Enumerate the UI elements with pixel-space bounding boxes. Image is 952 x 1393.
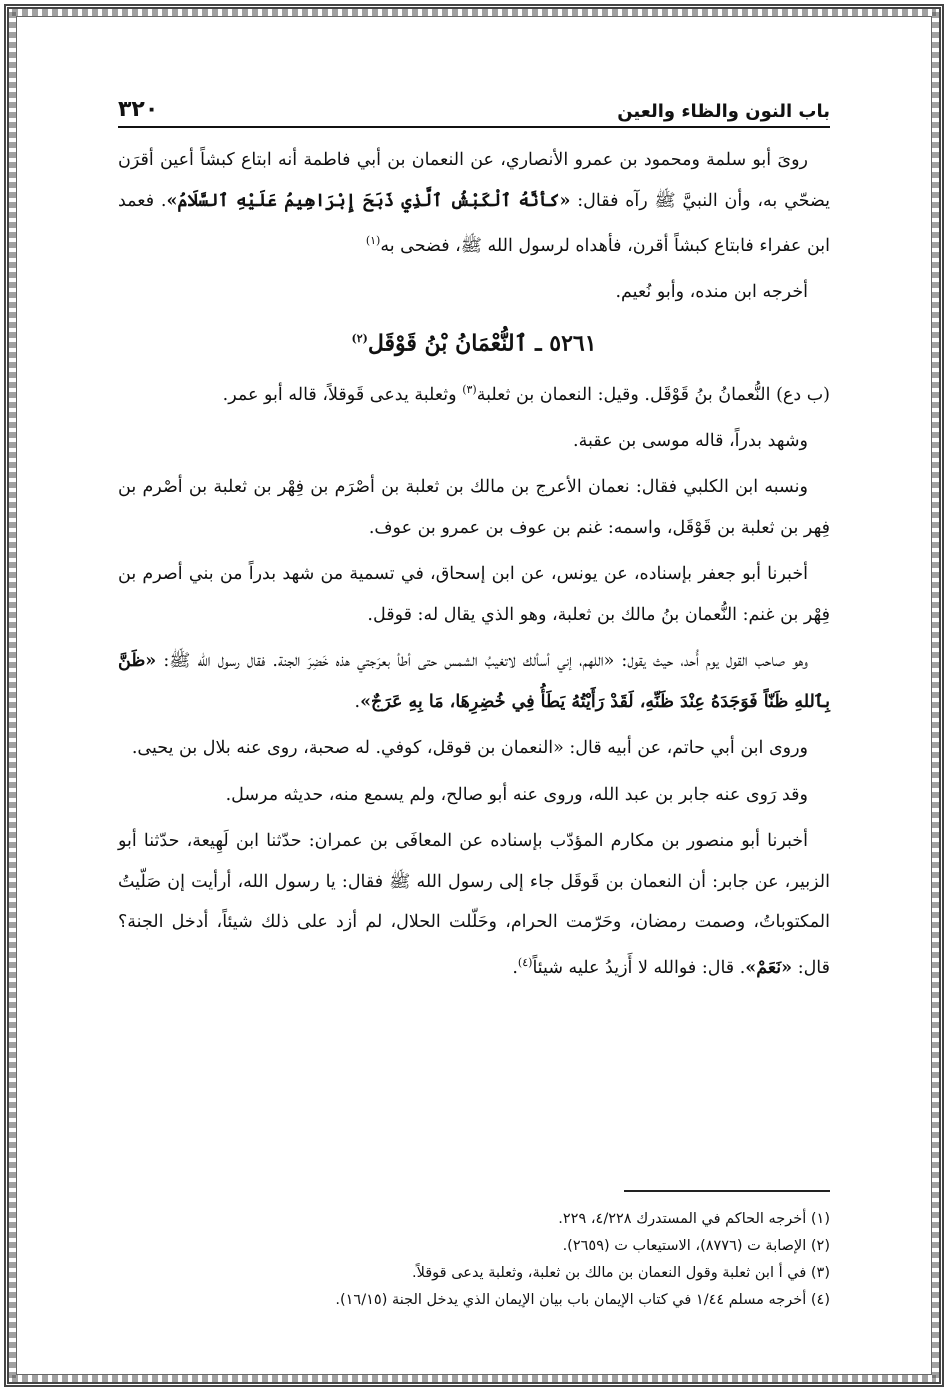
paragraph-10: [118, 821, 830, 988]
paragraph-7-text: وهو صاحب القول يوم أُحد، حيث يقول: «اللهم، إني أسألك لاتغيبُ الشمس حتى أطأ بعرَجتي هذه خَضِرَ الجنة. فقال رسول الله ﷺ:: [156, 651, 808, 672]
paragraph-4: وشهد بدراً، قاله موسى بن عقبة.: [573, 430, 808, 451]
paragraph-3-text-2: وثعلبة يدعى قَوقلاً، قاله أبو عمر.: [222, 384, 463, 405]
footnote-2: (٢) الإصابة ت (٨٧٧٦)، الاستيعاب ت (٢٦٥٩).: [562, 1238, 830, 1254]
footnote-ref-2: (٢): [351, 331, 368, 345]
footnote-ref-1: (١): [365, 234, 381, 247]
paragraph-1-text-2: . فعمد ابن عفراء فابتاع كبشاً أقرن، فأهداه لرسول الله ﷺ، فضحى به: [118, 190, 830, 256]
paragraph-3: [118, 370, 830, 415]
footnote-1: (١) أخرجه الحاكم في المستدرك ٤/٢٢٨، ٢٢٩.: [558, 1211, 830, 1227]
paragraph-5: ونسبه ابن الكلبي فقال: نعمان الأعرج بن مالك بن ثعلبة بن أصْرَم بن فِهْر بن ثعلبة بن أصْرم بن فِهر بن ثعلبة بن قَوْقَل، واسمه: غنم بن عوف بن عمرو بن عوف.: [118, 477, 830, 538]
footnote-3: (٣) في أ ابن ثعلبة وقول النعمان بن مالك بن ثعلبة، وثعلبة يدعى قوقلاً.: [411, 1265, 830, 1281]
paragraph-7-text-2: .: [354, 691, 361, 712]
paragraph-3-text: (ب دع) النُّعمانُ بنُ قَوْقَل. وقيل: النعمان بن ثعلبة: [476, 384, 830, 405]
paragraph-1: [118, 140, 830, 266]
footnote-4: (٤) أخرجه مسلم ١/٤٤ في كتاب الإيمان باب بيان الإيمان الذي يدخل الجنة (١٦/١٥).: [335, 1292, 830, 1308]
hadith-quote-3: «نَعَمْ»: [745, 957, 793, 978]
paragraph-1-text: روىَ أبو سلمة ومحمود بن عمرو الأنصاري، عن النعمان بن أبي فاطمة أنه ابتاع كبشاً أعين أقرَن يضحّي به، وأن النبيَّ ﷺ رآه فقال:: [118, 150, 830, 211]
entry-title-text: ٥٢٦١ ـ ٱلنُّعْمَانُ بْنُ قَوْقَل: [367, 330, 597, 357]
page-header: [118, 88, 830, 128]
paragraph-10-text-2: . قال: فوالله لا أَزيدُ عليه شيئاً: [532, 957, 746, 978]
paragraph-10-text-3: .: [512, 957, 518, 978]
main-text: [118, 140, 830, 994]
hadith-quote-1: «كأنَّهُ ٱلْكَبْشُ ٱلَّذِي ذَبَحَ إِبْرَاهِيمُ عَلَيْهِ ٱلسَّلَامُ»: [166, 190, 571, 211]
footnote-ref-3: (٣): [462, 382, 477, 396]
paragraph-9: وقد رَوى عنه جابر بن عبد الله، وروى عنه أبو صالح، ولم يسمع منه، حديثه مرسل.: [225, 784, 808, 805]
footnotes: [118, 1206, 830, 1314]
page-number: ٣٢٠: [118, 97, 159, 122]
footnote-ref-4: (٤): [517, 955, 533, 969]
footnote-separator: [624, 1190, 830, 1192]
paragraph-8: وروى ابن أبي حاتم، عن أبيه قال: «النعمان بن قوقل، كوفي. له صحبة، روى عنه بلال بن يحيى.: [131, 738, 808, 759]
entry-title: [118, 319, 830, 364]
paragraph-6: أخبرنا أبو جعفر بإسناده، عن يونس، عن ابن إسحاق، في تسمية من شهد بدراً من بني أصرم بن فِهْر بن غنم: النُّعمان بنُ مالك بن ثعلبة، وهو الذي يقال له: قوقل.: [118, 564, 830, 625]
hadith-quote-2: «ظَنَّ بِٱللهِ ظَنّاً فَوَجَدَهُ عِنْدَ ظَنِّهِ، لَقَدْ رَأَيْتُهُ يَطَأُ فِي خُضِرِهَا، مَا بِهِ عَرَجٌ»: [118, 651, 830, 712]
paragraph-7: [118, 641, 830, 722]
paragraph-10-text: أخبرنا أبو منصور بن مكارم المؤدّب بإسناده عن المعافَى بن عمران: حدّثنا ابن لَهِيعة، حدّثنا أبو الزبير، عن جابر: أن النعمان بن قَوقَل جاء إلى رسول الله ﷺ فقال: يا رسول الله، أرأيت إن صَلّيتُ المكتوباتُ، وصمت رمضان، وحَرّمت الحرام، وحَلّلت الحلال، لم أزد على ذلك شيئاً، أدخل الجنة؟ قال:: [118, 831, 830, 978]
paragraph-2: أخرجه ابن منده، وأبو نُعيم.: [615, 282, 808, 303]
running-title: باب النون والظاء والعين: [617, 101, 830, 122]
